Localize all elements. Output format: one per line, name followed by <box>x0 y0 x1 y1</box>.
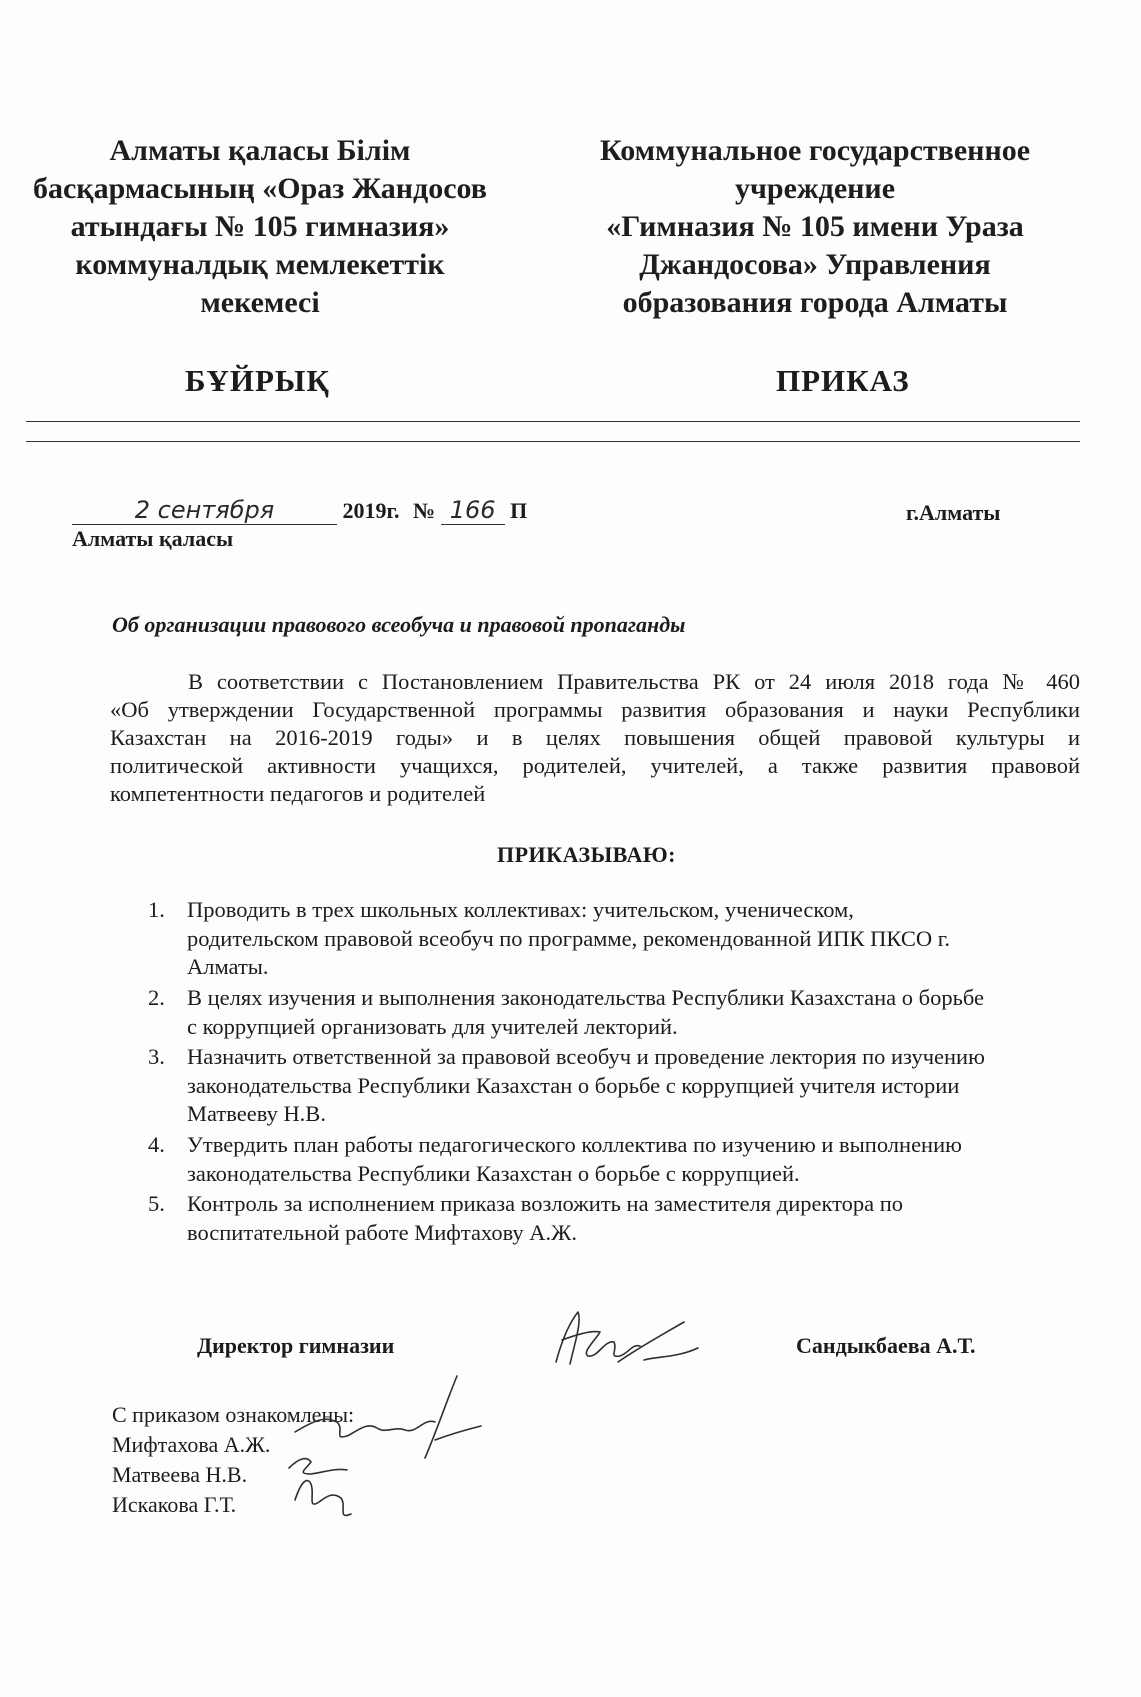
item-number: 1. <box>148 897 165 922</box>
item-text <box>187 1043 1087 1129</box>
preamble-line: компетентности педагогов и родителей <box>110 781 486 806</box>
item-text <box>187 1190 1087 1247</box>
item-number: 5. <box>148 1191 165 1216</box>
ack-heading: С приказом ознакомлены: <box>112 1402 355 1427</box>
preamble-line: В соответствии с Постановлением Правительства РК от 24 июля 2018 года № 460 <box>188 669 1080 694</box>
director-signature <box>548 1300 718 1380</box>
item-number: 2. <box>148 985 165 1010</box>
item-line: с коррупцией организовать для учителей лекторий. <box>187 1013 678 1039</box>
item-line: воспитательной работе Мифтахову А.Ж. <box>187 1219 577 1245</box>
preamble-line: «Об утверждении Государственной программы развития образования и науки Республики <box>110 697 1080 722</box>
header-kz-line: коммуналдық мемлекеттік <box>75 248 445 281</box>
divider-line <box>26 441 1080 442</box>
preamble-line: Казахстан на 2016-2019 годы» и в целях повышения общей правовой культуры и <box>110 725 1080 750</box>
number-prefix: № <box>413 498 436 523</box>
preamble-line: политической активности учащихся, родителей, учителей, а также развития правовой <box>110 753 1080 778</box>
item-line: Контроль за исполнением приказа возложить на заместителя директора по <box>187 1191 904 1216</box>
item-number: 4. <box>148 1132 165 1157</box>
signatory-name: Сандыкбаева А.Т. <box>796 1333 976 1358</box>
item-line: законодательства Республики Казахстан о борьбе с коррупцией. <box>187 1160 800 1186</box>
date-year: 2019г. <box>342 498 400 523</box>
date-blank <box>72 496 337 525</box>
item-line: Утвердить план работы педагогического коллектива по изучению и выполнению <box>187 1132 962 1157</box>
item-line: Алматы. <box>187 954 269 979</box>
divider-line <box>26 421 1080 422</box>
header-ru <box>560 132 1070 322</box>
header-kz-line: басқармасының «Ораз Жандосов <box>32 172 487 205</box>
header-ru-line: Коммунальное государственное <box>599 134 1031 167</box>
header-ru-line: «Гимназия № 105 имени Ураза <box>606 210 1024 243</box>
item-line: Назначить ответственной за правовой всеобуч и проведение лектория по изучению <box>187 1044 985 1069</box>
item-line: В целях изучения и выполнения законодательства Республики Казахстана о борьбе <box>187 985 984 1010</box>
acknowledgement-signatures <box>285 1370 505 1540</box>
preamble <box>110 668 1080 808</box>
number-blank <box>441 496 505 525</box>
order-subject: Об организации правового всеобуча и правовой пропаганды <box>112 612 686 637</box>
header-kz-line: мекемесі <box>200 286 320 319</box>
ack-name: Матвеева Н.В. <box>112 1462 248 1487</box>
city-kz: Алматы қаласы <box>72 526 234 551</box>
header-kz-line: атындағы № 105 гимназия» <box>70 210 450 243</box>
order-title-ru: ПРИКАЗ <box>776 363 910 398</box>
item-line: законодательства Республики Казахстан о борьбе с коррупцией учителя истории <box>187 1072 960 1098</box>
item-number: 3. <box>148 1044 165 1069</box>
header-kz <box>10 132 510 322</box>
item-line: родительском правовой всеобуч по программе, рекомендованной ИПК ПКСО г. <box>187 925 951 951</box>
item-text <box>187 1131 1087 1188</box>
order-title-kz: БҰЙРЫҚ <box>185 363 330 398</box>
ack-name: Искакова Г.Т. <box>112 1492 237 1517</box>
header-kz-line: Алматы қаласы Білім <box>109 134 411 167</box>
item-line: Матвееву Н.В. <box>187 1101 326 1126</box>
city-ru: г.Алматы <box>906 500 1001 525</box>
item-line: Проводить в трех школьных коллективах: учительском, ученическом, <box>187 897 854 922</box>
handwritten-number: 166 <box>449 496 496 524</box>
header-ru-line: образования города Алматы <box>622 286 1008 319</box>
item-text <box>187 896 1087 982</box>
signatory-role: Директор гимназии <box>197 1333 395 1358</box>
number-suffix: П <box>510 498 528 523</box>
header-ru-line: учреждение <box>734 172 896 205</box>
header-ru-line: Джандосова» Управления <box>639 248 991 281</box>
ack-name: Мифтахова А.Ж. <box>112 1432 271 1457</box>
date-field <box>72 496 527 525</box>
decree-word: ПРИКАЗЫВАЮ: <box>497 842 676 867</box>
handwritten-date: 2 сентября <box>134 496 275 524</box>
item-text <box>187 984 1087 1041</box>
